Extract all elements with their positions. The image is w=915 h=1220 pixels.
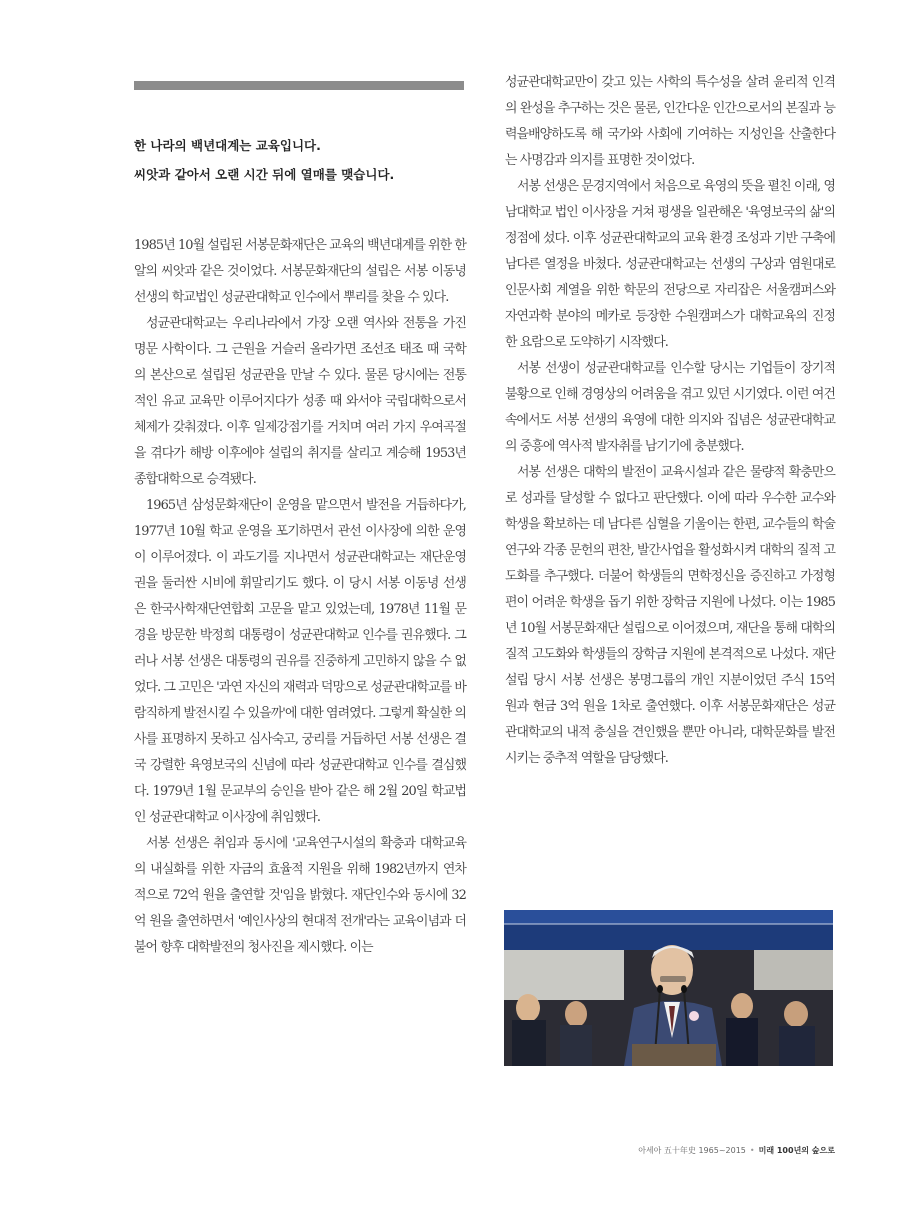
paragraph: 서봉 선생은 취임과 동시에 '교육연구시설의 확충과 대학교육의 내실화를 위한 자금의 효율적 지원을 위해 1982년까지 연차적으로 72억 원을 출연할 것'임을 밝혔다. 재단인수와 동시에 32억 원을 출연하면서 '예인사상의 현대적 전개'라는 교육이념과 더불어 향후 대학발전의 청사진을 제시했다. 이는 — [134, 836, 466, 955]
paragraph: 서봉 선생은 문경지역에서 처음으로 육영의 뜻을 펼친 이래, 영남대학교 법인 이사장을 거쳐 평생을 일관해온 '육영보국의 삶'의 정점에 섰다. 이후 성균관대학교의 교육 환경 조성과 기반 구축에 남다른 열정을 바쳤다. 성균관대학교는 선생의 구상과 염원대로 인문사회 계열을 위한 학문의 전당으로 자리잡은 서울캠퍼스와 자연과학 분야의 메카로 등장한 수원캠퍼스가 대학교육의 진정한 요람으로 도약하기 시작했다. — [505, 179, 835, 350]
paragraph: 서봉 선생이 성균관대학교를 인수할 당시는 기업들이 장기적 불황으로 인해 경영상의 어려움을 겪고 있던 시기였다. 이런 여건 속에서도 서봉 선생의 육영에 대한 의지와 집념은 성균관대학교의 중흥에 역사적 발자취를 남기기에 충분했다. — [505, 361, 835, 454]
paragraph: 1965년 삼성문화재단이 운영을 맡으면서 발전을 거듭하다가, 1977년 10월 학교 운영을 포기하면서 관선 이사장에 의한 운영이 이루어졌다. 이 과도기를 지나면서 성균관대학교는 재단운영권을 둘러싼 시비에 휘말리기도 했다. 이 당시 서봉 이동녕 선생은 한국사학재단연합회 고문을 맡고 있었는데, 1978년 11월 문경을 방문한 박정희 대통령이 성균관대학교 인수를 권유했다. 그러나 서봉 선생은 대통령의 권유를 진중하게 고민하지 않을 수 없었다. 그 고민은 '과연 자신의 재력과 덕망으로 성균관대학교를 바람직하게 발전시킬 수 있을까'에 대한 염려였다. 그렇게 확실한 의사를 표명하지 못하고 심사숙고, 궁리를 거듭하던 서봉 선생은 결국 강렬한 육영보국의 신념에 따라 성균관대학교 인수를 결심했다. 1979년 1월 문교부의 승인을 받아 같은 해 2월 20일 학교법인 성균관대학교 이사장에 취임했다. — [134, 498, 466, 825]
section-rule — [134, 81, 464, 90]
footer-book-title: 아세아 五十年史 1965~2015 — [638, 1146, 746, 1155]
footer-separator: • — [749, 1146, 755, 1155]
page-footer — [638, 1145, 835, 1156]
intro-line-2: 씨앗과 같아서 오랜 시간 뒤에 열매를 맺습니다. — [134, 167, 395, 182]
paragraph: 성균관대학교만이 갖고 있는 사학의 특수성을 살려 윤리적 인격의 완성을 추구하는 것은 물론, 인간다운 인간으로서의 본질과 능력을배양하도록 해 국가와 사회에 기여하는 지성인을 산출한다는 사명감과 의지를 표명한 것이었다. — [505, 75, 835, 168]
intro-quote — [134, 131, 474, 189]
paragraph: 성균관대학교는 우리나라에서 가장 오랜 역사와 전통을 가진 명문 사학이다. 그 근원을 거슬러 올라가면 조선조 태조 때 국학의 본산으로 설립된 성균관을 만날 수 있다. 물론 당시에는 전통적인 유교 교육만 이루어지다가 성종 때 와서야 국립대학으로서 체제가 갖춰졌다. 이후 일제강점기를 거치며 여러 가지 우여곡절을 겪다가 해방 이후에야 설립의 취지를 살리고 계승해 1953년 종합대학으로 승격됐다. — [134, 316, 466, 487]
paragraph: 서봉 선생은 대학의 발전이 교육시설과 같은 물량적 확충만으로 성과를 달성할 수 없다고 판단했다. 이에 따라 우수한 교수와 학생을 확보하는 데 남다른 심혈을 기울이는 한편, 교수들의 학술연구와 각종 문헌의 편찬, 발간사업을 활성화시켜 대학의 질적 고도화를 추구했다. 더불어 학생들의 면학정신을 증진하고 가정형편이 어려운 학생을 돕기 위한 장학금 지원에 나섰다. 이는 1985년 10월 서봉문화재단 설립으로 이어졌으며, 재단을 통해 대학의 질적 고도화와 학생들의 장학금 지원에 본격적으로 나섰다. 재단 설립 당시 서봉 선생은 봉명그룹의 개인 지분이었던 주식 15억 원과 현금 3억 원을 1차로 출연했다. 이후 서봉문화재단은 성균관대학교의 내적 충실을 견인했을 뿐만 아니라, 대학문화를 발전시키는 중추적 역할을 담당했다. — [505, 465, 835, 766]
footer-chapter-title: 미래 100년의 숲으로 — [758, 1146, 835, 1155]
intro-line-1: 한 나라의 백년대계는 교육입니다. — [134, 138, 321, 153]
left-text-column — [134, 233, 466, 961]
paragraph: 1985년 10월 설립된 서봉문화재단은 교육의 백년대계를 위한 한 알의 씨앗과 같은 것이었다. 서봉문화재단의 설립은 서봉 이동녕 선생의 학교법인 성균관대학교 인수에서 뿌리를 찾을 수 있다. — [134, 238, 466, 305]
speech-photo — [504, 910, 833, 1066]
right-text-column — [505, 70, 835, 772]
speech-photo-illustration — [504, 910, 833, 1066]
